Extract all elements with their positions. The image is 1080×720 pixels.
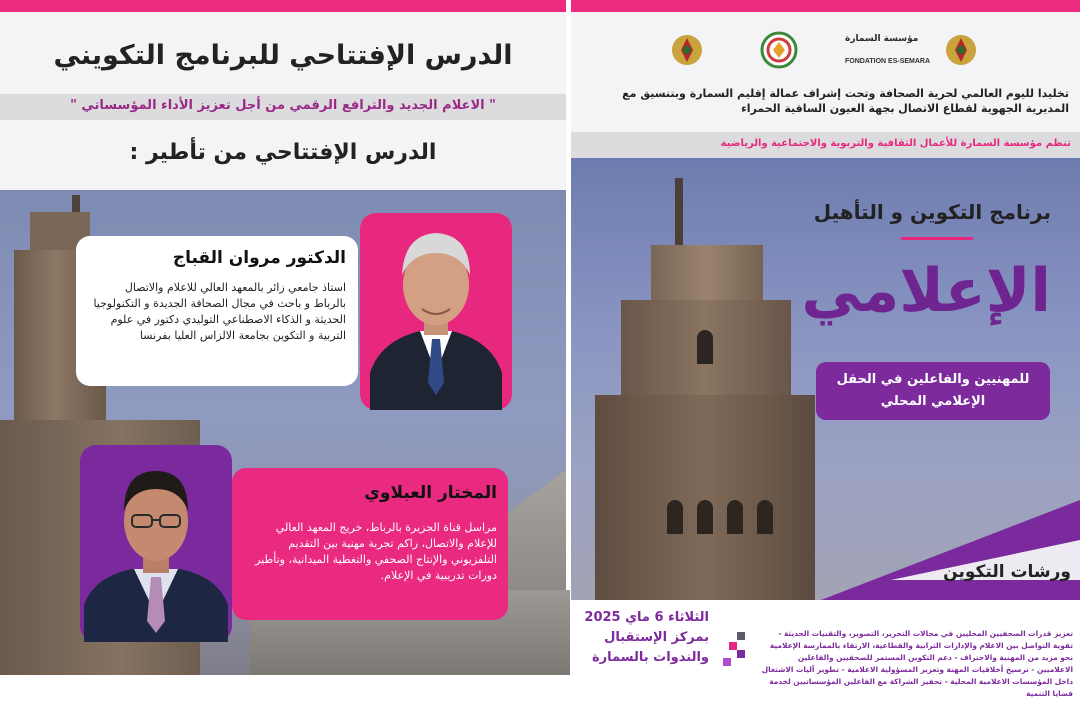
foundation-name-latin: FONDATION ES-SEMARA [845, 58, 931, 65]
minaret-spire [675, 178, 683, 248]
speaker-2-photo [80, 445, 232, 642]
title-underline [901, 237, 973, 240]
workshops-label: ورشات التكوين [943, 562, 1071, 582]
poster-subtitle: " الاعلام الجديد والترافع الرقمي من أجل تعزيز الأداء المؤسساتي " [70, 98, 496, 113]
minaret-window [697, 330, 713, 364]
minaret-window [757, 500, 773, 534]
training-program-poster [571, 0, 1080, 698]
media-headline: الإعلامي [801, 256, 1051, 326]
top-accent-bar [0, 0, 566, 12]
minaret-base [595, 395, 815, 600]
audience-text: للمهنيين والفاعلين في الحقل الإعلامي المحلي [836, 372, 1030, 409]
kingdom-emblem-icon [941, 30, 981, 70]
speaker-2-portrait-icon [80, 445, 232, 642]
speaker-2-bio: مراسل قناة الجزيرة بالرباط، خريج المعهد العالي للإعلام والاتصال، راكم تجربة مهنية بين التقديم التلفزيوني والإنتاج الصحفي والتغطية الميدانية، وتأطير دورات تدريبية في الإعلام. [255, 521, 497, 582]
speaker-1-bio: استاذ جامعي زائر بالمعهد العالي للاعلام والاتصال بالرباط و باحث في مجال الصحافة الجديدة و التكنولوجيا الحديثة و الذكاء الاصطناعي التوليدي دكتور في علوم التربية و التكوين بجامعة الالزاس العليا بفرنسا [93, 281, 346, 342]
opening-lesson-poster [0, 0, 566, 675]
poster-title: الدرس الإفتتاحي للبرنامج التكويني [53, 40, 513, 71]
minaret-window [727, 500, 743, 534]
fondation-es-semara-logo-icon [759, 30, 799, 70]
organizer-text: تنظم مؤسسة السمارة للأعمال الثقافية والتربوية والاجتماعية والرياضية [720, 138, 1071, 149]
minaret-window [667, 500, 683, 534]
minaret-window [697, 500, 713, 534]
speaker-2-name: المختار العبلاوي [364, 483, 497, 503]
program-goals: تعزيز قدرات الصحفيين المحليين في مجالات التحرير، التصوير، والتقنيات الحديثة - تقوية التواصل بين الاعلام والإدارات الترابية والقطاعية، الارتقاء بالممارسة الإعلامية نحو مزيد من المهنية والاحتراف - دعم التكوين المستمر للصحفيين والفاعلين الاعلاميين - ترسيخ أخلاقيات المهنة وتعزيز المسؤولية الاعلامية - تطوير آليات الاشتغال داخل المؤسسات الاعلامية المحلية - تحفيز الشراكة مع الفاعلين المؤسساتيين لخدمة قضايا التنمية [761, 629, 1073, 698]
speaker-1-photo [360, 213, 512, 410]
foundation-name-arabic: مؤسسة السمارة [845, 34, 919, 44]
speakers-heading: الدرس الإفتتاحي من تأطير : [129, 140, 437, 165]
speaker-1-portrait-icon [360, 213, 512, 410]
intro-text: تخليدا لليوم العالمي لحرية الصحافة وتحت إشراف عمالة إقليم السمارة وبتنسيق مع المديرية الجهوية لقطاع الاتصال بجهة العيون الساقية الحمراء [622, 87, 1069, 115]
speaker-1-name: الدكتور مروان القباج [172, 248, 346, 268]
decorative-squares-icon [723, 632, 747, 672]
ministry-emblem-icon [667, 30, 707, 70]
event-date-location: الثلاثاء 6 ماي 2025 بمركز الإستقبال والندوات بالسمارة [584, 610, 709, 665]
top-accent-bar [571, 0, 1080, 12]
program-title: برنامج التكوين و التأهيل [813, 200, 1051, 224]
